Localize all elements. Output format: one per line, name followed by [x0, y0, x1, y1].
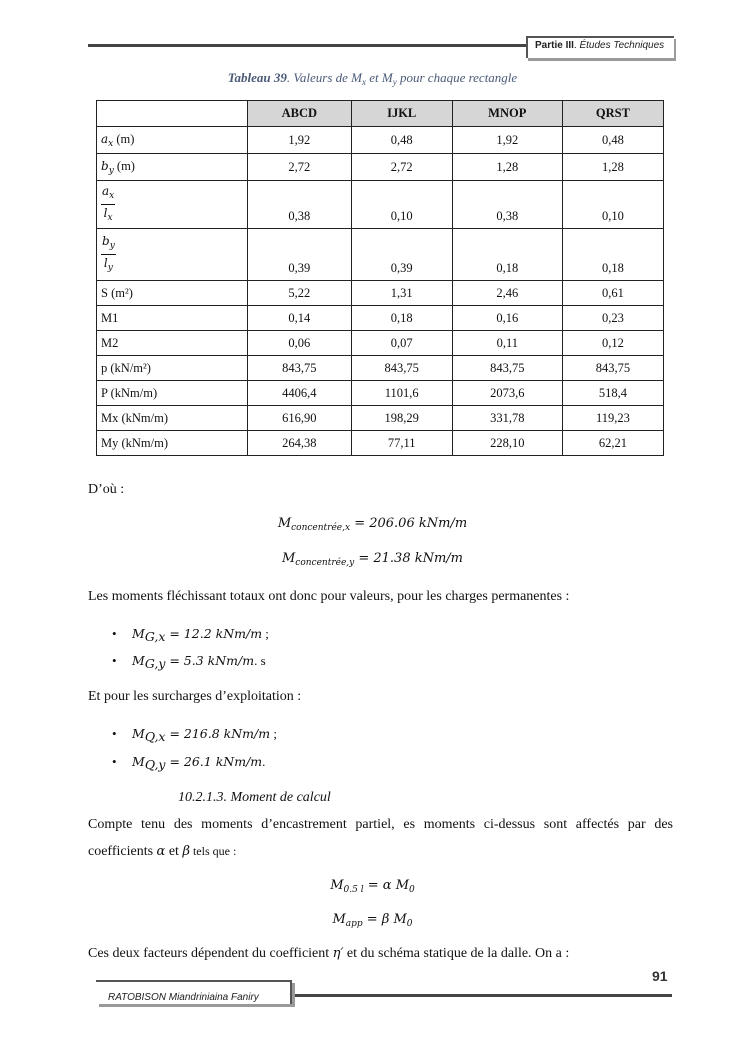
header-part: Partie III. Études Techniques [535, 40, 665, 51]
table-header-row [97, 101, 664, 127]
cell: 2,46 [452, 281, 562, 306]
row-label: S (m²) [97, 281, 248, 306]
row-label-ax: $a_x$ (m) [97, 127, 248, 154]
cell: 0,48 [351, 127, 452, 154]
equation-concentree-y: $M_{concentrée,y} = 21.38$ kNm/m [281, 551, 464, 568]
cell: 62,21 [562, 431, 663, 456]
bullet-icon: • [112, 754, 117, 769]
col-header: QRST [562, 101, 663, 127]
cell: 0,48 [562, 127, 663, 154]
list-item: • MG,y = 5.3 kNm/m. s [112, 653, 266, 671]
moments-intro: Les moments fléchissant totaux ont donc pour valeurs, pour les charges permanentes : [88, 589, 570, 604]
cell: 0,10 [562, 181, 663, 229]
equation-m05: $M_{0.5 l} = \alpha$ $M_0$ [330, 878, 415, 895]
cell: 843,75 [351, 356, 452, 381]
cell: 518,4 [562, 381, 663, 406]
cell: 228,10 [452, 431, 562, 456]
table-row [97, 306, 664, 331]
footer-author: RATOBISON Miandriniaina Faniry [108, 992, 259, 1003]
row-label-by: $b_y$ (m) [97, 154, 248, 181]
cell: 5,22 [248, 281, 352, 306]
surcharge-intro: Et pour les surcharges d’exploitation : [88, 689, 302, 704]
cell: 0,14 [248, 306, 352, 331]
col-header: ABCD [248, 101, 352, 127]
values-table [96, 100, 664, 456]
cell: 0,39 [351, 229, 452, 281]
paragraph-3: Ces deux facteurs dépendent du coefficient η′ et du schéma statique de la dalle. On a : [88, 946, 570, 961]
equation-concentree-x: $M_{concentrée,x} = 206.06$ kNm/m [277, 516, 468, 533]
cell: 0,38 [248, 181, 352, 229]
table-row [97, 356, 664, 381]
header-rule [88, 44, 526, 47]
cell: 0,23 [562, 306, 663, 331]
cell: 0,07 [351, 331, 452, 356]
cell: 0,18 [351, 306, 452, 331]
col-header: MNOP [452, 101, 562, 127]
cell: 2,72 [248, 154, 352, 181]
table-row [97, 331, 664, 356]
fraction-ax-lx: $\frac{a_x}{l_x}$ [102, 184, 115, 223]
caption-sub-x: x [362, 77, 367, 87]
table-row [97, 431, 664, 456]
cell: 0,18 [562, 229, 663, 281]
cell: 1,92 [452, 127, 562, 154]
cell: 0,11 [452, 331, 562, 356]
cell: 0,18 [452, 229, 562, 281]
col-header: IJKL [351, 101, 452, 127]
cell: 119,23 [562, 406, 663, 431]
fraction-by-ly: $\frac{b_y}{l_y}$ [102, 234, 115, 273]
caption-sub-y: y [392, 77, 397, 87]
bullet-icon: • [112, 726, 117, 741]
cell: 0,61 [562, 281, 663, 306]
cell: 1,28 [452, 154, 562, 181]
cell: 331,78 [452, 406, 562, 431]
cell: 0,06 [248, 331, 352, 356]
cell: 77,11 [351, 431, 452, 456]
row-label: M2 [97, 331, 248, 356]
row-label: p (kN/m²) [97, 356, 248, 381]
table-row [97, 281, 664, 306]
cell: 264,38 [248, 431, 352, 456]
cell: 4406,4 [248, 381, 352, 406]
cell: 1,92 [248, 127, 352, 154]
table-caption: Tableau 39. Valeurs de $M_x$ et $M_y$ pour chaque rectangle [227, 70, 518, 87]
header-part-label: Partie III [535, 40, 574, 51]
caption-mid: et M [366, 70, 393, 85]
header-blank [97, 101, 248, 127]
caption-label: Tableau 39 [227, 70, 287, 85]
row-label: My (kNm/m) [97, 431, 248, 456]
table-row [97, 127, 664, 154]
cell: 1,28 [562, 154, 663, 181]
row-label: M1 [97, 306, 248, 331]
cell: 0,12 [562, 331, 663, 356]
row-label: P (kNm/m) [97, 381, 248, 406]
row-label: Mx (kNm/m) [97, 406, 248, 431]
list-item: • MQ,x = 216.8 kNm/m ; [112, 726, 277, 744]
cell: 616,90 [248, 406, 352, 431]
footer-rule [290, 994, 672, 997]
cell: 843,75 [248, 356, 352, 381]
cell: 1101,6 [351, 381, 452, 406]
cell: 1,31 [351, 281, 452, 306]
row-label-ax-lx [97, 181, 248, 229]
cell: 0,38 [452, 181, 562, 229]
cell: 2073,6 [452, 381, 562, 406]
cell: 198,29 [351, 406, 452, 431]
list-item: • MG,x = 12.2 kNm/m ; [112, 626, 269, 644]
cell: 843,75 [452, 356, 562, 381]
paragraph-2: coefficients α et β tels que : [88, 844, 237, 859]
equation-mapp: $M_{app} = \beta$ $M_0$ [332, 912, 413, 929]
caption-text: Valeurs de M [293, 70, 363, 85]
cell: 0,16 [452, 306, 562, 331]
table-row [97, 406, 664, 431]
list-item: • MQ,y = 26.1 kNm/m. [112, 754, 266, 772]
table-row [97, 381, 664, 406]
bullet-icon: • [112, 653, 117, 668]
subsection-heading: 10.2.1.3. Moment de calcul [178, 790, 331, 805]
table-row [97, 181, 664, 229]
row-label-by-ly [97, 229, 248, 281]
caption-tail: pour chaque rectangle [396, 70, 518, 85]
page-number: 91 [652, 968, 668, 984]
table-row [97, 229, 664, 281]
cell: 0,39 [248, 229, 352, 281]
cell: 0,10 [351, 181, 452, 229]
bullet-icon: • [112, 626, 117, 641]
paragraph-1: Compte tenu des moments d’encastrement partiel, es moments ci-dessus sont affectés par des [88, 817, 673, 832]
cell: 2,72 [351, 154, 452, 181]
dou-text: D’où : [88, 482, 125, 497]
header-part-title: Études Techniques [579, 40, 665, 51]
cell: 843,75 [562, 356, 663, 381]
table-row [97, 154, 664, 181]
